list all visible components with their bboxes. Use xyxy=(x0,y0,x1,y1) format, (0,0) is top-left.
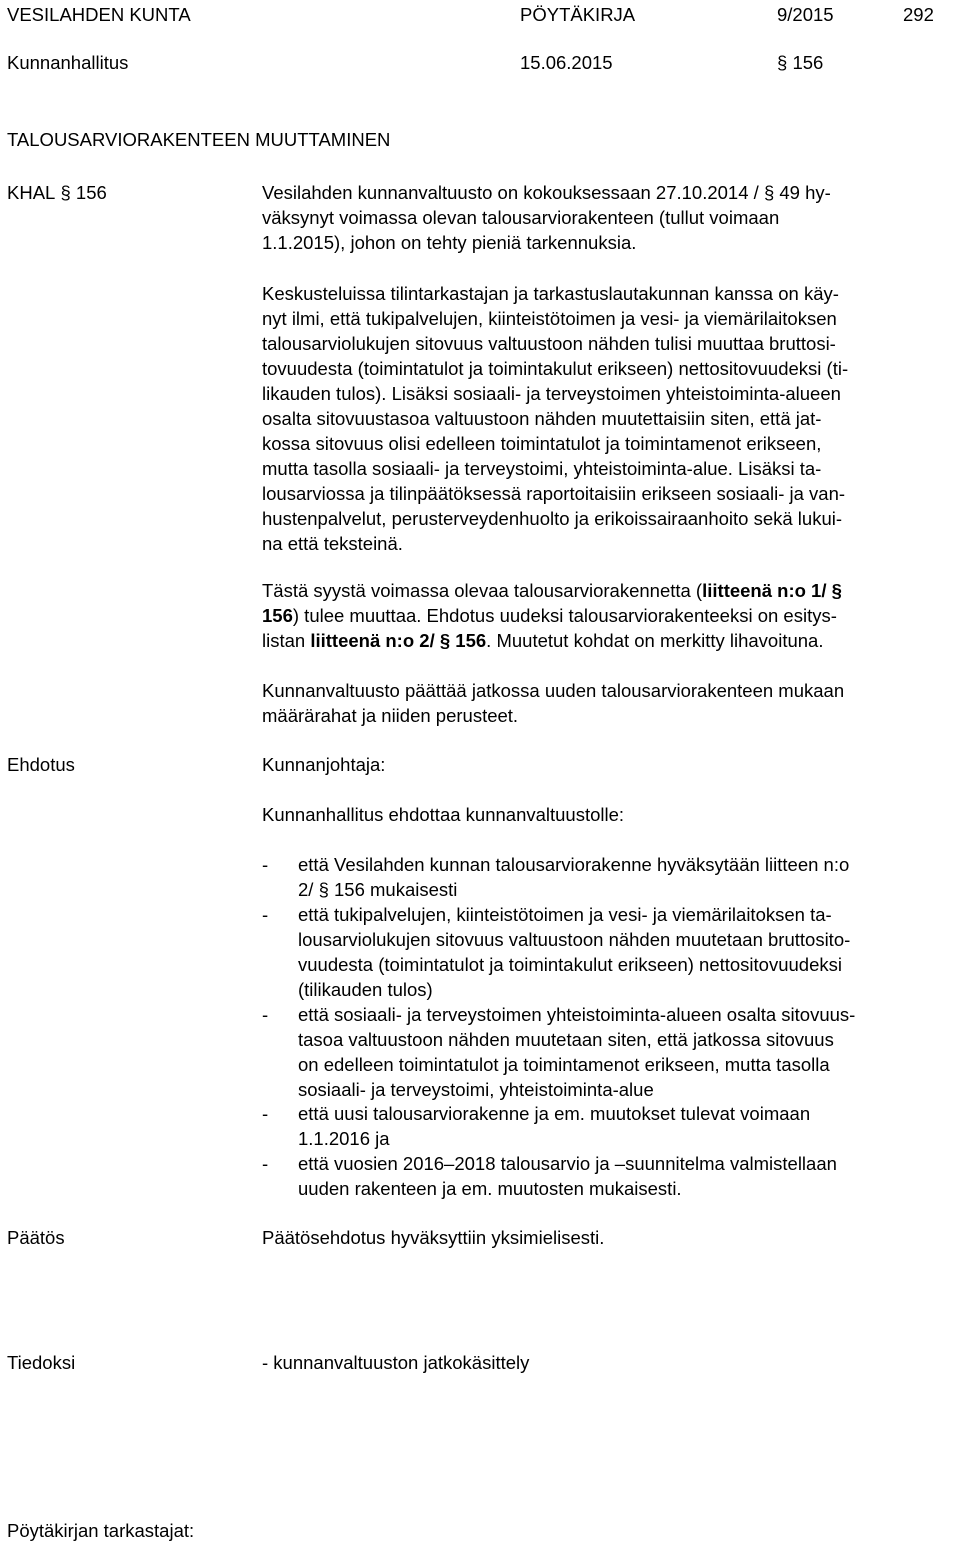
section-mark: § xyxy=(777,52,788,73)
paragraph-line: likauden tulos). Lisäksi sosiaali- ja terveystoimen yhteistoiminta-alueen xyxy=(262,383,841,404)
paragraph-line: kossa sitovuus olisi edelleen toimintatulot ja toimintamenot erikseen, xyxy=(262,433,822,454)
intro-line-1a: Vesilahden kunnanvaltuusto on kokouksessaan 27.10.2014 / xyxy=(262,182,759,203)
paragraph-line: mutta tasolla sosiaali- ja terveystoimi, yhteistoiminta-alue. Lisäksi ta- xyxy=(262,458,822,479)
decision-text: Päätösehdotus hyväksyttiin yksimielisesti. xyxy=(262,1227,605,1248)
paragraph-line xyxy=(262,628,942,653)
org-name: VESILAHDEN KUNTA xyxy=(7,4,191,25)
header-section xyxy=(777,50,823,75)
proposal-line: että uusi talousarviorakenne ja em. muutokset tulevat voimaan xyxy=(298,1103,811,1124)
dash-bullet: - xyxy=(262,854,269,875)
proposal-item-text xyxy=(298,1151,837,1201)
intro-line: 1.1.2015), johon on tehty pieniä tarkennuksia. xyxy=(262,232,637,253)
paragraph-line: na että teksteinä. xyxy=(262,533,403,554)
tiedoksi-label: Tiedoksi xyxy=(7,1352,76,1373)
khal-number: 156 xyxy=(75,182,107,203)
dash-bullet: - xyxy=(262,1153,269,1174)
doc-number: 9/2015 xyxy=(777,4,834,25)
proposal-line: että vuosien 2016–2018 talousarvio ja –suunnitelma valmistellaan xyxy=(298,1153,837,1174)
khal-text: KHAL xyxy=(7,182,56,203)
body-paragraph-1 xyxy=(262,281,942,556)
intro-line xyxy=(262,180,942,205)
para2-text: Tästä syystä voimassa olevaa talousarviorakennetta ( xyxy=(262,580,703,601)
body-paragraph-2 xyxy=(262,578,942,653)
khal-section-mark: § xyxy=(60,182,71,203)
paragraph-line: Keskusteluissa tilintarkastajan ja tarkastuslautakunnan kanssa on käy- xyxy=(262,283,839,304)
paragraph-line: lousarviossa ja tilinpäätöksessä raportoitaisiin erikseen sosiaali- ja van- xyxy=(262,483,846,504)
intro-line-1b: 49 hy- xyxy=(779,182,831,203)
proposal-line: 2/ § 156 mukaisesti xyxy=(298,879,458,900)
body-name: Kunnanhallitus xyxy=(7,52,129,73)
proposal-item-text xyxy=(298,852,849,902)
proposal-line: että tukipalvelujen, kiinteistötoimen ja vesi- ja viemärilaitoksen ta- xyxy=(298,904,832,925)
proposal-line: vuudesta (toimintatulot ja toimintakulut erikseen) nettositovuudeksi xyxy=(298,954,842,975)
proposal-line: (tilikauden tulos) xyxy=(298,979,433,1000)
tiedoksi-text: - kunnanvaltuuston jatkokäsittely xyxy=(262,1352,530,1373)
dash-bullet: - xyxy=(262,1004,269,1025)
page-number: 292 xyxy=(903,4,934,25)
para2-bold: 156 xyxy=(262,605,293,626)
paatos-label: Päätös xyxy=(7,1227,65,1248)
proposal-line: uuden rakenteen ja em. muutosten mukaisesti. xyxy=(298,1178,682,1199)
para2-bold: liitteenä n:o 2/ xyxy=(310,630,435,651)
intro-section-mark: § xyxy=(763,182,775,203)
dash-bullet: - xyxy=(262,1103,269,1124)
proposal-lead: Kunnanhallitus ehdottaa kunnanvaltuustolle: xyxy=(262,804,625,825)
paragraph-line: Kunnanvaltuusto päättää jatkossa uuden talousarviorakenteen mukaan xyxy=(262,680,845,701)
proposal-line: 1.1.2016 ja xyxy=(298,1128,390,1149)
paragraph-line: nyt ilmi, että tukipalvelujen, kiinteistötoimen ja vesi- ja viemärilaitoksen xyxy=(262,308,837,329)
proposal-line: sosiaali- ja terveystoimi, yhteistoiminta-alue xyxy=(298,1079,654,1100)
intro-paragraph xyxy=(262,180,942,255)
proposal-line: että sosiaali- ja terveystoimen yhteistoiminta-alueen osalta sitovuus- xyxy=(298,1004,856,1025)
para2-bold: 156 xyxy=(455,630,487,651)
section-number: 156 xyxy=(792,52,824,73)
proposal-line: tasoa valtuustoon nähden muutetaan siten, että jatkossa sitovuus xyxy=(298,1029,834,1050)
doc-type: PÖYTÄKIRJA xyxy=(520,4,636,25)
para2-text: . Muutetut kohdat on merkitty lihavoituna. xyxy=(486,630,824,651)
ehdotus-label: Ehdotus xyxy=(7,754,75,775)
body-paragraph-3 xyxy=(262,678,942,728)
intro-line: väksynyt voimassa olevan talousarviorakenteen (tullut voimaan xyxy=(262,207,780,228)
khal-label xyxy=(7,180,107,205)
dash-bullet: - xyxy=(262,904,269,925)
para2-section-mark: § xyxy=(439,630,451,651)
proposal-item-text xyxy=(298,1002,855,1102)
presenter: Kunnanjohtaja: xyxy=(262,754,386,775)
minutes-examiners-label: Pöytäkirjan tarkastajat: xyxy=(7,1520,195,1541)
meeting-date: 15.06.2015 xyxy=(520,52,613,73)
para2-bold: liitteenä n:o 1/ xyxy=(702,580,827,601)
paragraph-line: määrärahat ja niiden perusteet. xyxy=(262,705,519,726)
proposal-item-text xyxy=(298,902,850,1002)
para2-text: ) tulee muuttaa. Ehdotus uudeksi talousarviorakenteeksi on esitys- xyxy=(292,605,837,626)
proposal-line: että Vesilahden kunnan talousarviorakenne hyväksytään liitteen n:o xyxy=(298,854,850,875)
paragraph-line xyxy=(262,578,942,603)
proposal-line: on edelleen toimintatulot ja toimintamenot erikseen, mutta tasolla xyxy=(298,1054,830,1075)
paragraph-line xyxy=(262,603,942,628)
para2-section-mark: § xyxy=(831,580,842,601)
paragraph-line: talousarviolukujen sitovuus valtuustoon nähden tulisi muuttaa bruttosi- xyxy=(262,333,836,354)
paragraph-line: tovuudesta (toimintatulot ja toimintakulut erikseen) nettositovuudeksi (ti- xyxy=(262,358,849,379)
proposal-item-text xyxy=(298,1101,810,1151)
proposal-line: lousarviolukujen sitovuus valtuustoon nähden muutetaan bruttosito- xyxy=(298,929,851,950)
para2-text: listan xyxy=(262,630,311,651)
paragraph-line: osalta sitovuustasoa valtuustoon nähden muutettaisiin siten, että jat- xyxy=(262,408,822,429)
paragraph-line: hustenpalvelut, perusterveydenhuolto ja erikoissairaanhoito sekä lukui- xyxy=(262,508,843,529)
page-title: TALOUSARVIORAKENTEEN MUUTTAMINEN xyxy=(7,129,391,150)
